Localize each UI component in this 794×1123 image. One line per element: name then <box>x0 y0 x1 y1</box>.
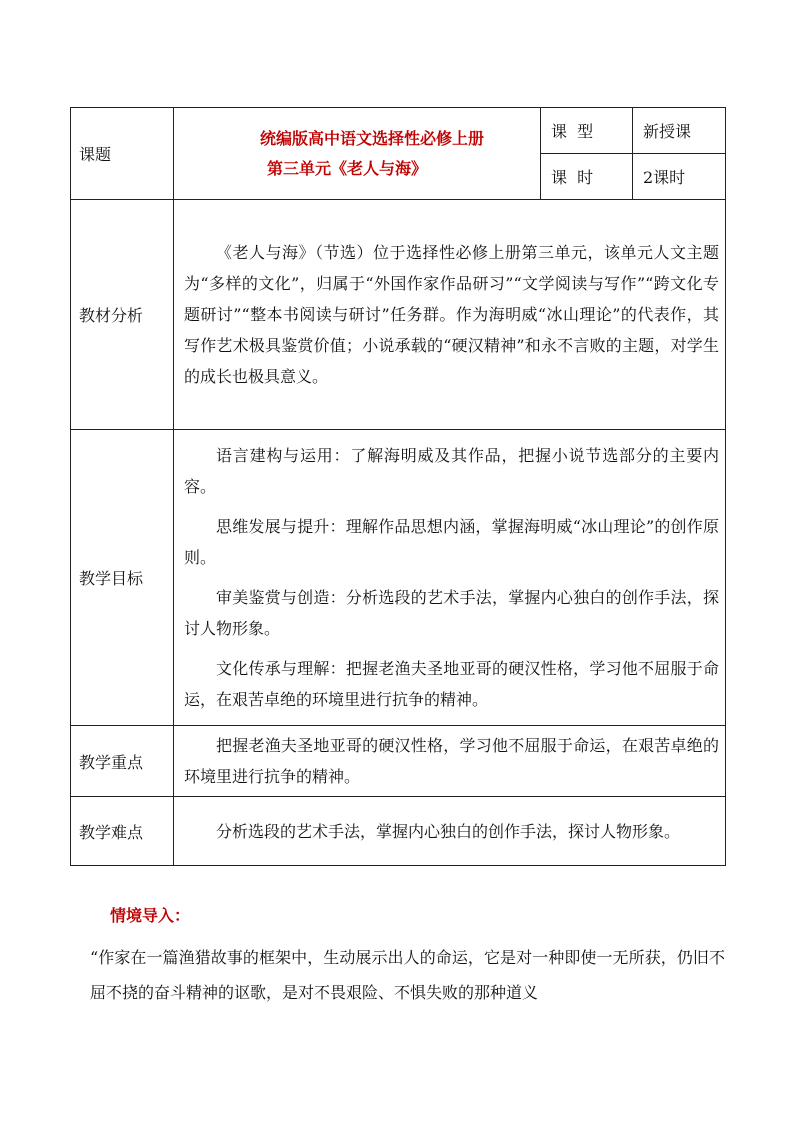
goal-item: 语言建构与运用：了解海明威及其作品，把握小说节选部分的主要内容。 <box>184 446 719 496</box>
intro-heading: 情境导入： <box>110 906 191 925</box>
key-text: 把握老渔夫圣地亚哥的硬汉性格，学习他不屈服于命运，在艰苦卓绝的环境里进行抗争的精神。 <box>184 736 719 786</box>
table-row <box>71 797 726 866</box>
hours-label: 课 时 <box>541 154 633 200</box>
intro-text: “作家在一篇渔猎故事的框架中，生动展示出人的命运，它是对一种即使一无所获，仍旧不屈不挠的奋斗精神的讴歌，是对不畏艰险、不惧失败的那种道义 <box>90 948 725 1002</box>
analysis-content <box>174 200 726 430</box>
type-label: 课 型 <box>541 108 633 154</box>
lesson-title <box>174 108 541 200</box>
table-row <box>71 430 726 726</box>
goal-item: 文化传承与理解：把握老渔夫圣地亚哥的硬汉性格，学习他不屈服于命运，在艰苦卓绝的环境里进行抗争的精神。 <box>184 659 719 709</box>
topic-label: 课题 <box>71 108 174 200</box>
hours-value: 2课时 <box>633 154 726 200</box>
key-label: 教学重点 <box>71 726 174 797</box>
analysis-text: 《老人与海》（节选）位于选择性必修上册第三单元，该单元人文主题为“多样的文化”，归属于“外国作家作品研习”“文学阅读与写作”“跨文化专题研讨”“整本书阅读与研讨”任务群。作为海明威“冰山理论”的代表作，其写作艺术极具鉴赏价值；小说承载的“硬汉精神”和永不言败的主题，对学生的成长也极具意义。 <box>184 243 719 386</box>
goal-item: 审美鉴赏与创造：分析选段的艺术手法，掌握内心独白的创作手法，探讨人物形象。 <box>184 588 719 638</box>
difficulty-label: 教学难点 <box>71 797 174 866</box>
lesson-title-line1: 统编版高中语文选择性必修上册 <box>259 128 484 148</box>
goals-content <box>174 430 726 726</box>
key-content <box>174 726 726 797</box>
difficulty-text: 分析选段的艺术手法，掌握内心独白的创作手法，探讨人物形象。 <box>216 821 681 841</box>
lesson-title-line2: 第三单元《老人与海》 <box>266 158 427 178</box>
table-row <box>71 200 726 430</box>
goals-label: 教学目标 <box>71 430 174 726</box>
table-row <box>71 726 726 797</box>
lesson-plan-table <box>70 107 726 866</box>
goal-item: 思维发展与提升：理解作品思想内涵，掌握海明威“冰山理论”的创作原则。 <box>184 517 719 567</box>
analysis-label: 教材分析 <box>71 200 174 430</box>
difficulty-content <box>174 797 726 866</box>
table-row <box>71 108 726 154</box>
type-value: 新授课 <box>633 108 726 154</box>
